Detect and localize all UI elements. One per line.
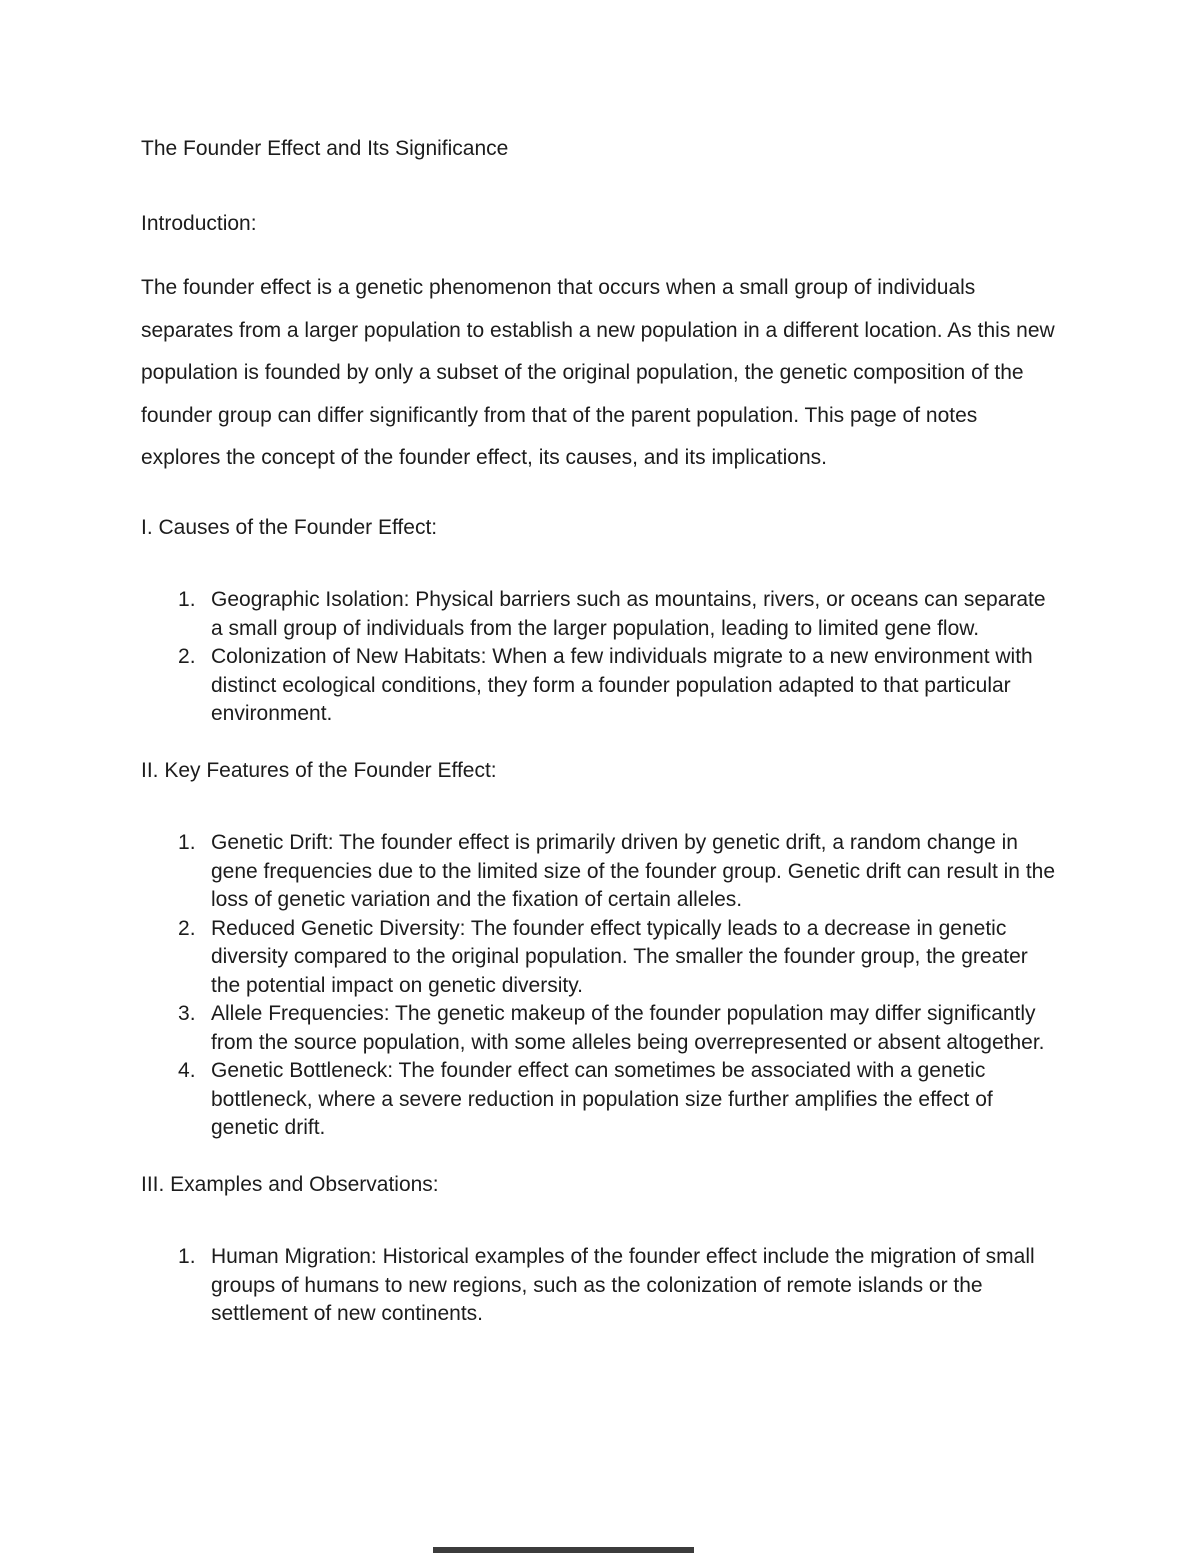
list-item-genetic-bottleneck: Genetic Bottleneck: The founder effect can sometimes be associated with a genetic bottleneck, where a severe reduction in population size further amplifies the effect of genetic drift. [211, 1059, 993, 1139]
list-item-reduced-diversity: Reduced Genetic Diversity: The founder effect typically leads to a decrease in genetic diversity compared to the original population. The smaller the founder group, the greater the potential impact on genetic diversity. [211, 916, 1028, 997]
key-features-list [141, 829, 1055, 1143]
causes-list [141, 586, 1055, 729]
list-item-genetic-drift: Genetic Drift: The founder effect is primarily driven by genetic drift, a random change in gene frequencies due to the limited size of the founder group. Genetic drift can result in the loss of genetic variation and the fixation of certain alleles. [211, 831, 1056, 911]
page-bottom-bar [433, 1547, 694, 1553]
intro-paragraph: The founder effect is a genetic phenomenon that occurs when a small group of individuals separates from a larger population to establish a new population in a different location. As this new population is founded by only a subset of the original population, the genetic composition of the founder group can differ significantly from that of the parent population. This page of notes explores the concept of the founder effect, its causes, and its implications. [141, 276, 1055, 469]
document-title: The Founder Effect and Its Significance [141, 137, 509, 160]
intro-heading: Introduction: [141, 211, 257, 235]
list-item-allele-frequencies: Allele Frequencies: The genetic makeup of the founder population may differ significantly from the source population, with some alleles being overrepresented or absent altogether. [211, 1002, 1045, 1054]
list-item-human-migration: Human Migration: Historical examples of the founder effect include the migration of small groups of humans to new regions, such as the colonization of remote islands or the settlement of new continents. [211, 1245, 1035, 1325]
list-item-colonization: Colonization of New Habitats: When a few individuals migrate to a new environment with distinct ecological conditions, they form a founder population adapted to that particular environment. [211, 645, 1033, 725]
section-heading-examples: III. Examples and Observations: [141, 1172, 439, 1196]
section-heading-key-features: II. Key Features of the Founder Effect: [141, 758, 497, 782]
examples-list [141, 1243, 1055, 1329]
list-item-geographic-isolation: Geographic Isolation: Physical barriers such as mountains, rivers, or oceans can separate a small group of individuals from the larger population, leading to limited gene flow. [211, 588, 1046, 640]
section-heading-causes: I. Causes of the Founder Effect: [141, 515, 438, 539]
